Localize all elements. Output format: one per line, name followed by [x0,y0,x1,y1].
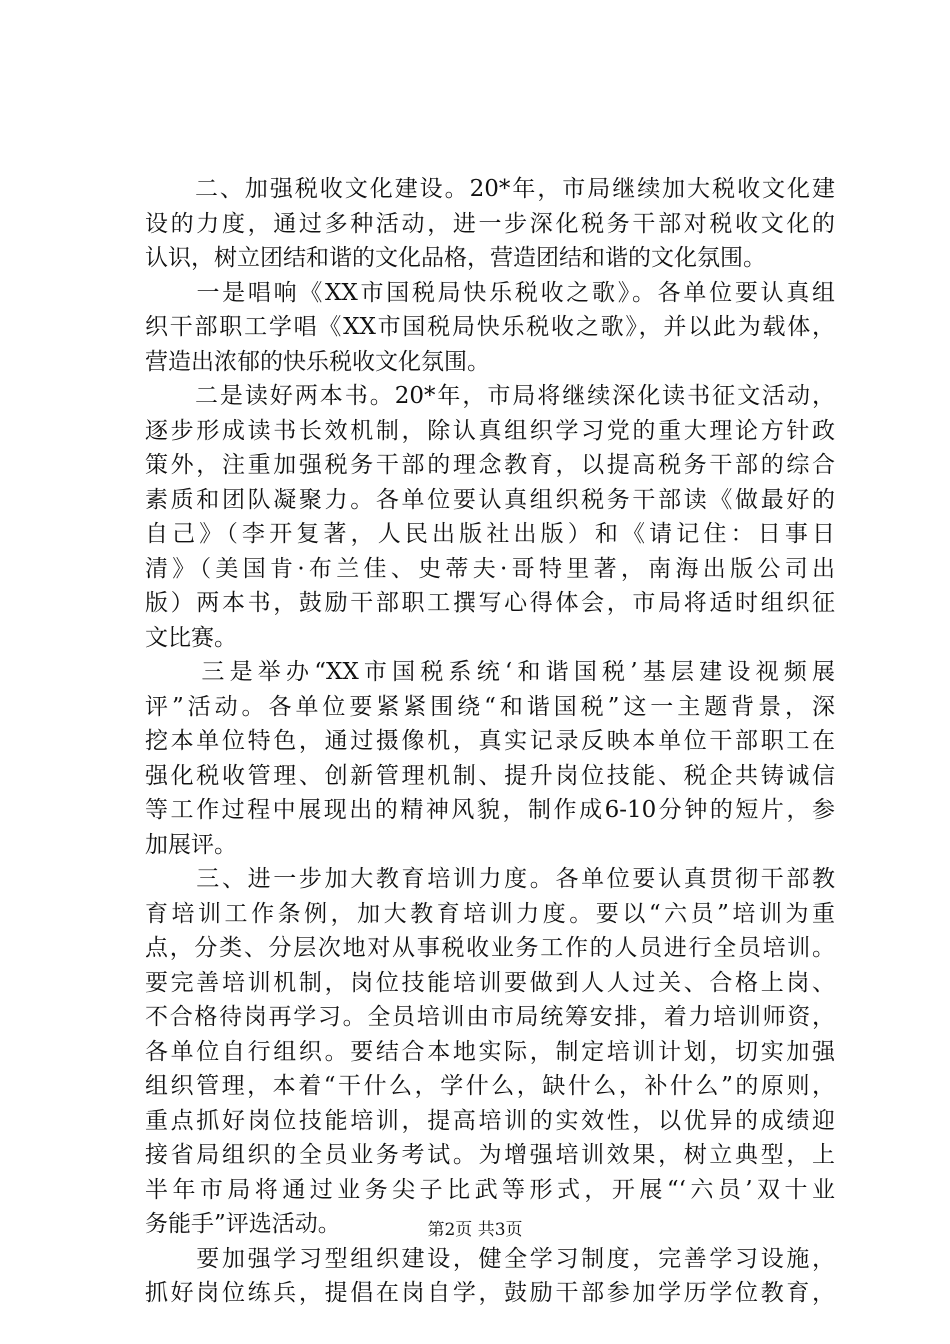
text-line: 半年市局将通过业务尖子比武等形式，开展“‘六员’双十业 [145,1176,835,1203]
text-line: 设的力度，通过多种活动，进一步深化税务干部对税收文化的 [145,210,835,237]
text-line: 等工作过程中展现出的精神风貌，制作成6-10分钟的短片，参 [145,797,835,823]
text-line: 二是读好两本书。20*年，市局将继续深化读书征文活动， [145,383,835,409]
page-number-footer: 第2页 共3页 [427,1220,523,1240]
text-line: 逐步形成读书长效机制，除认真组织学习党的重大理论方针政 [145,417,835,444]
text-line: 评”活动。各单位要紧紧围绕“和谐国税”这一主题背景，深 [145,693,835,720]
text-line: 加展评。 [145,831,237,858]
text-line: 点，分类、分层次地对从事税收业务工作的人员进行全员培训。 [145,935,835,961]
text-line: 营造出浓郁的快乐税收文化氛围。 [145,348,490,375]
text-line: 挖本单位特色，通过摄像机，真实记录反映本单位干部职工在 [145,728,835,754]
text-line: 认识，树立团结和谐的文化品格，营造团结和谐的文化氛围。 [145,245,766,271]
text-line: 重点抓好岗位技能培训，提高培训的实效性，以优异的成绩迎 [145,1107,835,1134]
text-line: 三是举办“XX市国税系统‘和谐国税’基层建设视频展 [145,659,835,685]
text-line: 素质和团队凝聚力。各单位要认真组织税务干部读《做最好的 [145,486,835,513]
text-line: 清》（美国肯·布兰佳、史蒂夫·哥特里著，南海出版公司出 [145,555,835,582]
text-line: 自己》（李开复著，人民出版社出版）和《请记住：日事日 [145,521,835,547]
text-line: 接省局组织的全员业务考试。为增强培训效果，树立典型，上 [145,1142,835,1168]
text-line: 组织管理，本着“干什么，学什么，缺什么，补什么”的原则， [145,1073,835,1099]
text-line: 一是唱响《XX市国税局快乐税收之歌》。各单位要认真组 [145,279,835,306]
text-line: 强化税收管理、创新管理机制、提升岗位技能、税企共铸诚信 [145,762,835,789]
text-line: 要加强学习型组织建设，健全学习制度，完善学习设施， [145,1245,835,1272]
text-line: 三、进一步加大教育培训力度。各单位要认真贯彻干部教 [145,866,835,892]
text-line: 文比赛。 [145,624,237,651]
text-line: 版）两本书，鼓励干部职工撰写心得体会，市局将适时组织征 [145,590,835,616]
text-line: 策外，注重加强税务干部的理念教育，以提高税务干部的综合 [145,452,835,478]
text-line: 各单位自行组织。要结合本地实际，制定培训计划，切实加强 [145,1038,835,1065]
document-body [145,172,835,1311]
text-line: 织干部职工学唱《XX市国税局快乐税收之歌》，并以此为载体， [145,314,835,340]
text-line: 不合格待岗再学习。全员培训由市局统筹安排，着力培训师资， [145,1004,835,1030]
text-line: 要完善培训机制，岗位技能培训要做到人人过关、合格上岗、 [145,969,835,996]
text-line: 务能手”评选活动。 [145,1211,341,1237]
text-line: 二、加强税收文化建设。20*年，市局继续加大税收文化建 [145,176,835,202]
text-line: 抓好岗位练兵，提倡在岗自学，鼓励干部参加学历学位教育， [145,1280,835,1306]
text-line: 育培训工作条例，加大教育培训力度。要以“六员”培训为重 [145,900,835,927]
